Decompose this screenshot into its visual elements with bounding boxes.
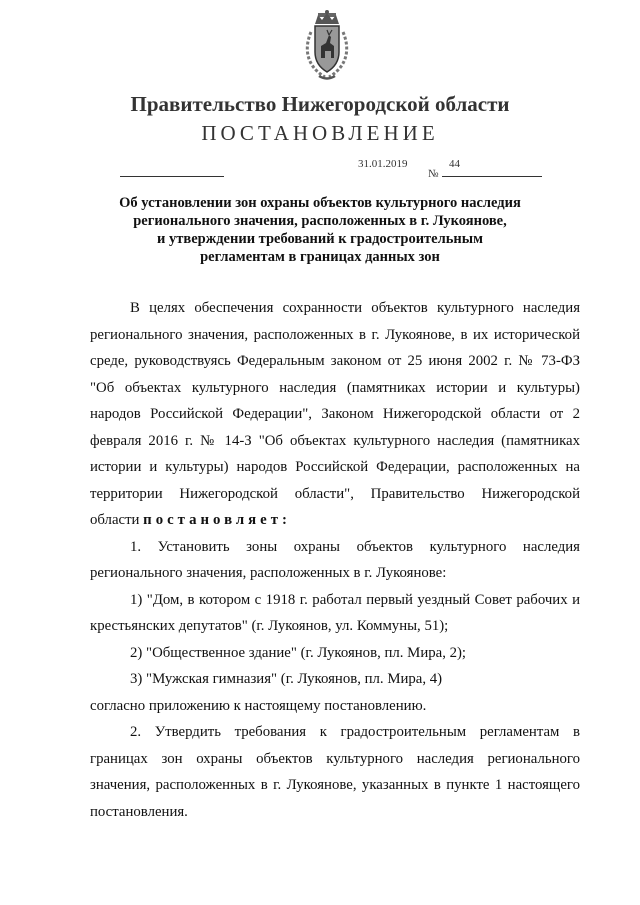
clause-1-item-3: 3) "Мужская гимназия" (г. Лукоянов, пл. Мира, 4) (130, 671, 443, 687)
date-blank-line (120, 176, 224, 177)
title-line: регионального значения, расположенных в г. Лукоянове, (133, 213, 507, 229)
organization-name: Правительство Нижегородской области (130, 92, 510, 116)
coat-of-arms-icon (302, 10, 352, 82)
document-title (80, 194, 560, 266)
clause-2-paragraph: 2. Утвердить требования к градостроительным регламентам в границах зон охраны объектов культурного наследия регионального значения, расположенных в г. Лукоянове, указанных в пункте 1 настоящего постановления. (90, 724, 580, 820)
decree-word: постановляет: (143, 512, 291, 528)
title-line: и утверждении требований к градостроительным (157, 231, 483, 247)
clause-1-item-2: 2) "Общественное здание" (г. Лукоянов, пл. Мира, 2); (130, 644, 467, 661)
number-underline (442, 176, 542, 177)
preamble-paragraph (90, 295, 580, 534)
number-sign: № (428, 168, 439, 180)
document-number: 44 (449, 158, 460, 170)
clause-1-item-1: 1) "Дом, в котором с 1918 г. работал первый уездный Совет рабочих и крестьянских депутатов" (г. Лукоянов, ул. Коммуны, 51); (90, 591, 580, 634)
document-body (90, 295, 580, 825)
document-type: ПОСТАНОВЛЕНИЕ (201, 121, 439, 145)
clause-1-closing: согласно приложению к настоящему постановлению. (90, 697, 427, 714)
clause-1-intro: 1. Установить зоны охраны объектов культурного наследия регионального значения, расположенных в г. Лукоянове: (90, 538, 580, 581)
title-line: Об установлении зон охраны объектов культурного наследия (119, 195, 521, 211)
document-date: 31.01.2019 (358, 158, 408, 170)
preamble-text: В целях обеспечения сохранности объектов культурного наследия регионального значения, расположенных в г. Лукоянове, в их исторической среде, руководствуясь Федеральным законом от 25 июня 2002 г. № 73-ФЗ "Об объектах культурного наследия (памятниках истории и культуры) народов Российской Федерации", Законом Нижегородской области от 2 февраля 2016 г. № 14-З "Об объектах культурного наследия (памятниках истории и культуры) народов Российской Федерации, расположенных на территории Нижегородской области", Правительство Нижегородской области (90, 300, 580, 528)
title-line: регламентам в границах данных зон (200, 249, 440, 265)
